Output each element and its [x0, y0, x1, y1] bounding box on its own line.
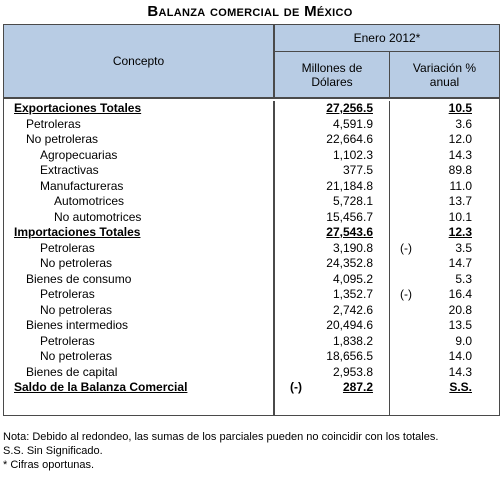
table-row [4, 256, 499, 272]
row-label: Bienes de consumo [26, 271, 132, 286]
row-variation: 10.5 [448, 101, 472, 115]
header-variation-line2: anual [429, 74, 460, 89]
row-variation: 14.3 [448, 364, 472, 379]
table-row [4, 117, 499, 133]
row-label: Petroleras [40, 287, 95, 301]
trade-balance-table [3, 24, 500, 416]
table-row [4, 334, 499, 350]
header-millions-line2: Dólares [311, 74, 353, 89]
table-row [4, 225, 499, 241]
row-label: Petroleras [40, 240, 95, 255]
row-variation: 14.7 [448, 256, 472, 270]
table-row [4, 287, 499, 303]
row-value: 27,543.6 [326, 225, 373, 239]
header-millions-line1: Millones de [301, 60, 363, 75]
row-variation: 89.8 [448, 163, 472, 177]
row-variation: 9.0 [455, 333, 472, 348]
table-row [4, 132, 499, 148]
header-period: Enero 2012* [275, 25, 499, 52]
row-value: 1,352.7 [332, 287, 373, 301]
row-variation: S.S. [449, 380, 472, 394]
table-row [4, 380, 499, 396]
row-value: 15,456.7 [326, 209, 373, 224]
row-variation: 13.7 [448, 194, 472, 208]
row-label: Agropecuarias [40, 147, 118, 162]
row-value: 377.5 [342, 163, 373, 177]
footnote-timely: * Cifras oportunas. [3, 459, 95, 471]
row-value: 22,664.6 [326, 132, 373, 146]
row-value: 4,591.9 [332, 116, 373, 131]
row-label: No petroleras [40, 256, 113, 270]
row-value: 27,256.5 [326, 101, 373, 115]
row-value: 1,838.2 [332, 333, 373, 348]
row-label: Petroleras [26, 116, 81, 131]
table-header [4, 25, 499, 99]
row-value: 5,728.1 [332, 194, 373, 208]
header-concept: Concepto [4, 25, 275, 97]
row-value: 24,352.8 [326, 256, 373, 270]
row-label: Exportaciones Totales [14, 101, 142, 115]
row-variation: 14.0 [448, 349, 472, 363]
row-value: 3,190.8 [332, 240, 373, 255]
row-label: Extractivas [40, 163, 99, 177]
row-value: 4,095.2 [332, 271, 373, 286]
row-label: Petroleras [40, 333, 95, 348]
row-label: Bienes de capital [26, 364, 118, 379]
row-negative-prefix: (-) [400, 287, 412, 301]
row-label: Bienes intermedios [26, 318, 129, 332]
row-variation: 3.5 [455, 240, 472, 255]
row-label: Automotrices [54, 194, 125, 208]
row-variation: 3.6 [455, 116, 472, 131]
row-variation: 12.3 [448, 225, 472, 239]
row-label: No petroleras [26, 132, 99, 146]
table-body [4, 101, 499, 415]
row-variation: 12.0 [448, 132, 472, 146]
row-value: 1,102.3 [332, 147, 373, 162]
table-row [4, 318, 499, 334]
row-variation: 5.3 [455, 271, 472, 286]
row-label: Importaciones Totales [14, 225, 141, 239]
header-millions [275, 52, 390, 97]
table-row [4, 179, 499, 195]
row-label: Saldo de la Balanza Comercial [14, 380, 188, 394]
row-label: No petroleras [40, 302, 113, 317]
header-variation-line1: Variación % [412, 60, 477, 75]
row-variation: 11.0 [449, 178, 472, 193]
row-negative-prefix: (-) [400, 240, 412, 255]
row-value: 20,494.6 [326, 318, 373, 332]
table-row [4, 194, 499, 210]
row-value: 287.2 [342, 380, 373, 394]
row-variation: 10.1 [448, 209, 472, 224]
table-row [4, 210, 499, 226]
table-row [4, 163, 499, 179]
row-variation: 13.5 [448, 318, 472, 332]
table-row [4, 349, 499, 365]
header-variation [390, 52, 499, 97]
table-row [4, 101, 499, 117]
row-variation: 20.8 [448, 302, 472, 317]
row-value: 21,184.8 [326, 178, 373, 193]
row-label: Manufactureras [40, 178, 124, 193]
table-row [4, 148, 499, 164]
row-variation: 14.3 [448, 147, 472, 162]
row-label: No automotrices [54, 209, 142, 224]
table-row [4, 303, 499, 319]
table-row [4, 241, 499, 257]
row-value: 2,742.6 [332, 302, 373, 317]
row-variation: 16.4 [448, 287, 472, 301]
table-title: Balanza comercial de México [147, 3, 353, 20]
footnote-rounding: Nota: Debido al redondeo, las sumas de los parciales pueden no coincidir con los totales. [3, 431, 439, 443]
row-label: No petroleras [40, 349, 113, 363]
footnote-ss: S.S. Sin Significado. [3, 445, 103, 457]
row-value: 2,953.8 [332, 364, 373, 379]
row-value-negative-prefix: (-) [290, 380, 302, 394]
table-row [4, 272, 499, 288]
table-row [4, 365, 499, 381]
footnotes [3, 430, 438, 472]
row-value: 18,656.5 [326, 349, 373, 363]
